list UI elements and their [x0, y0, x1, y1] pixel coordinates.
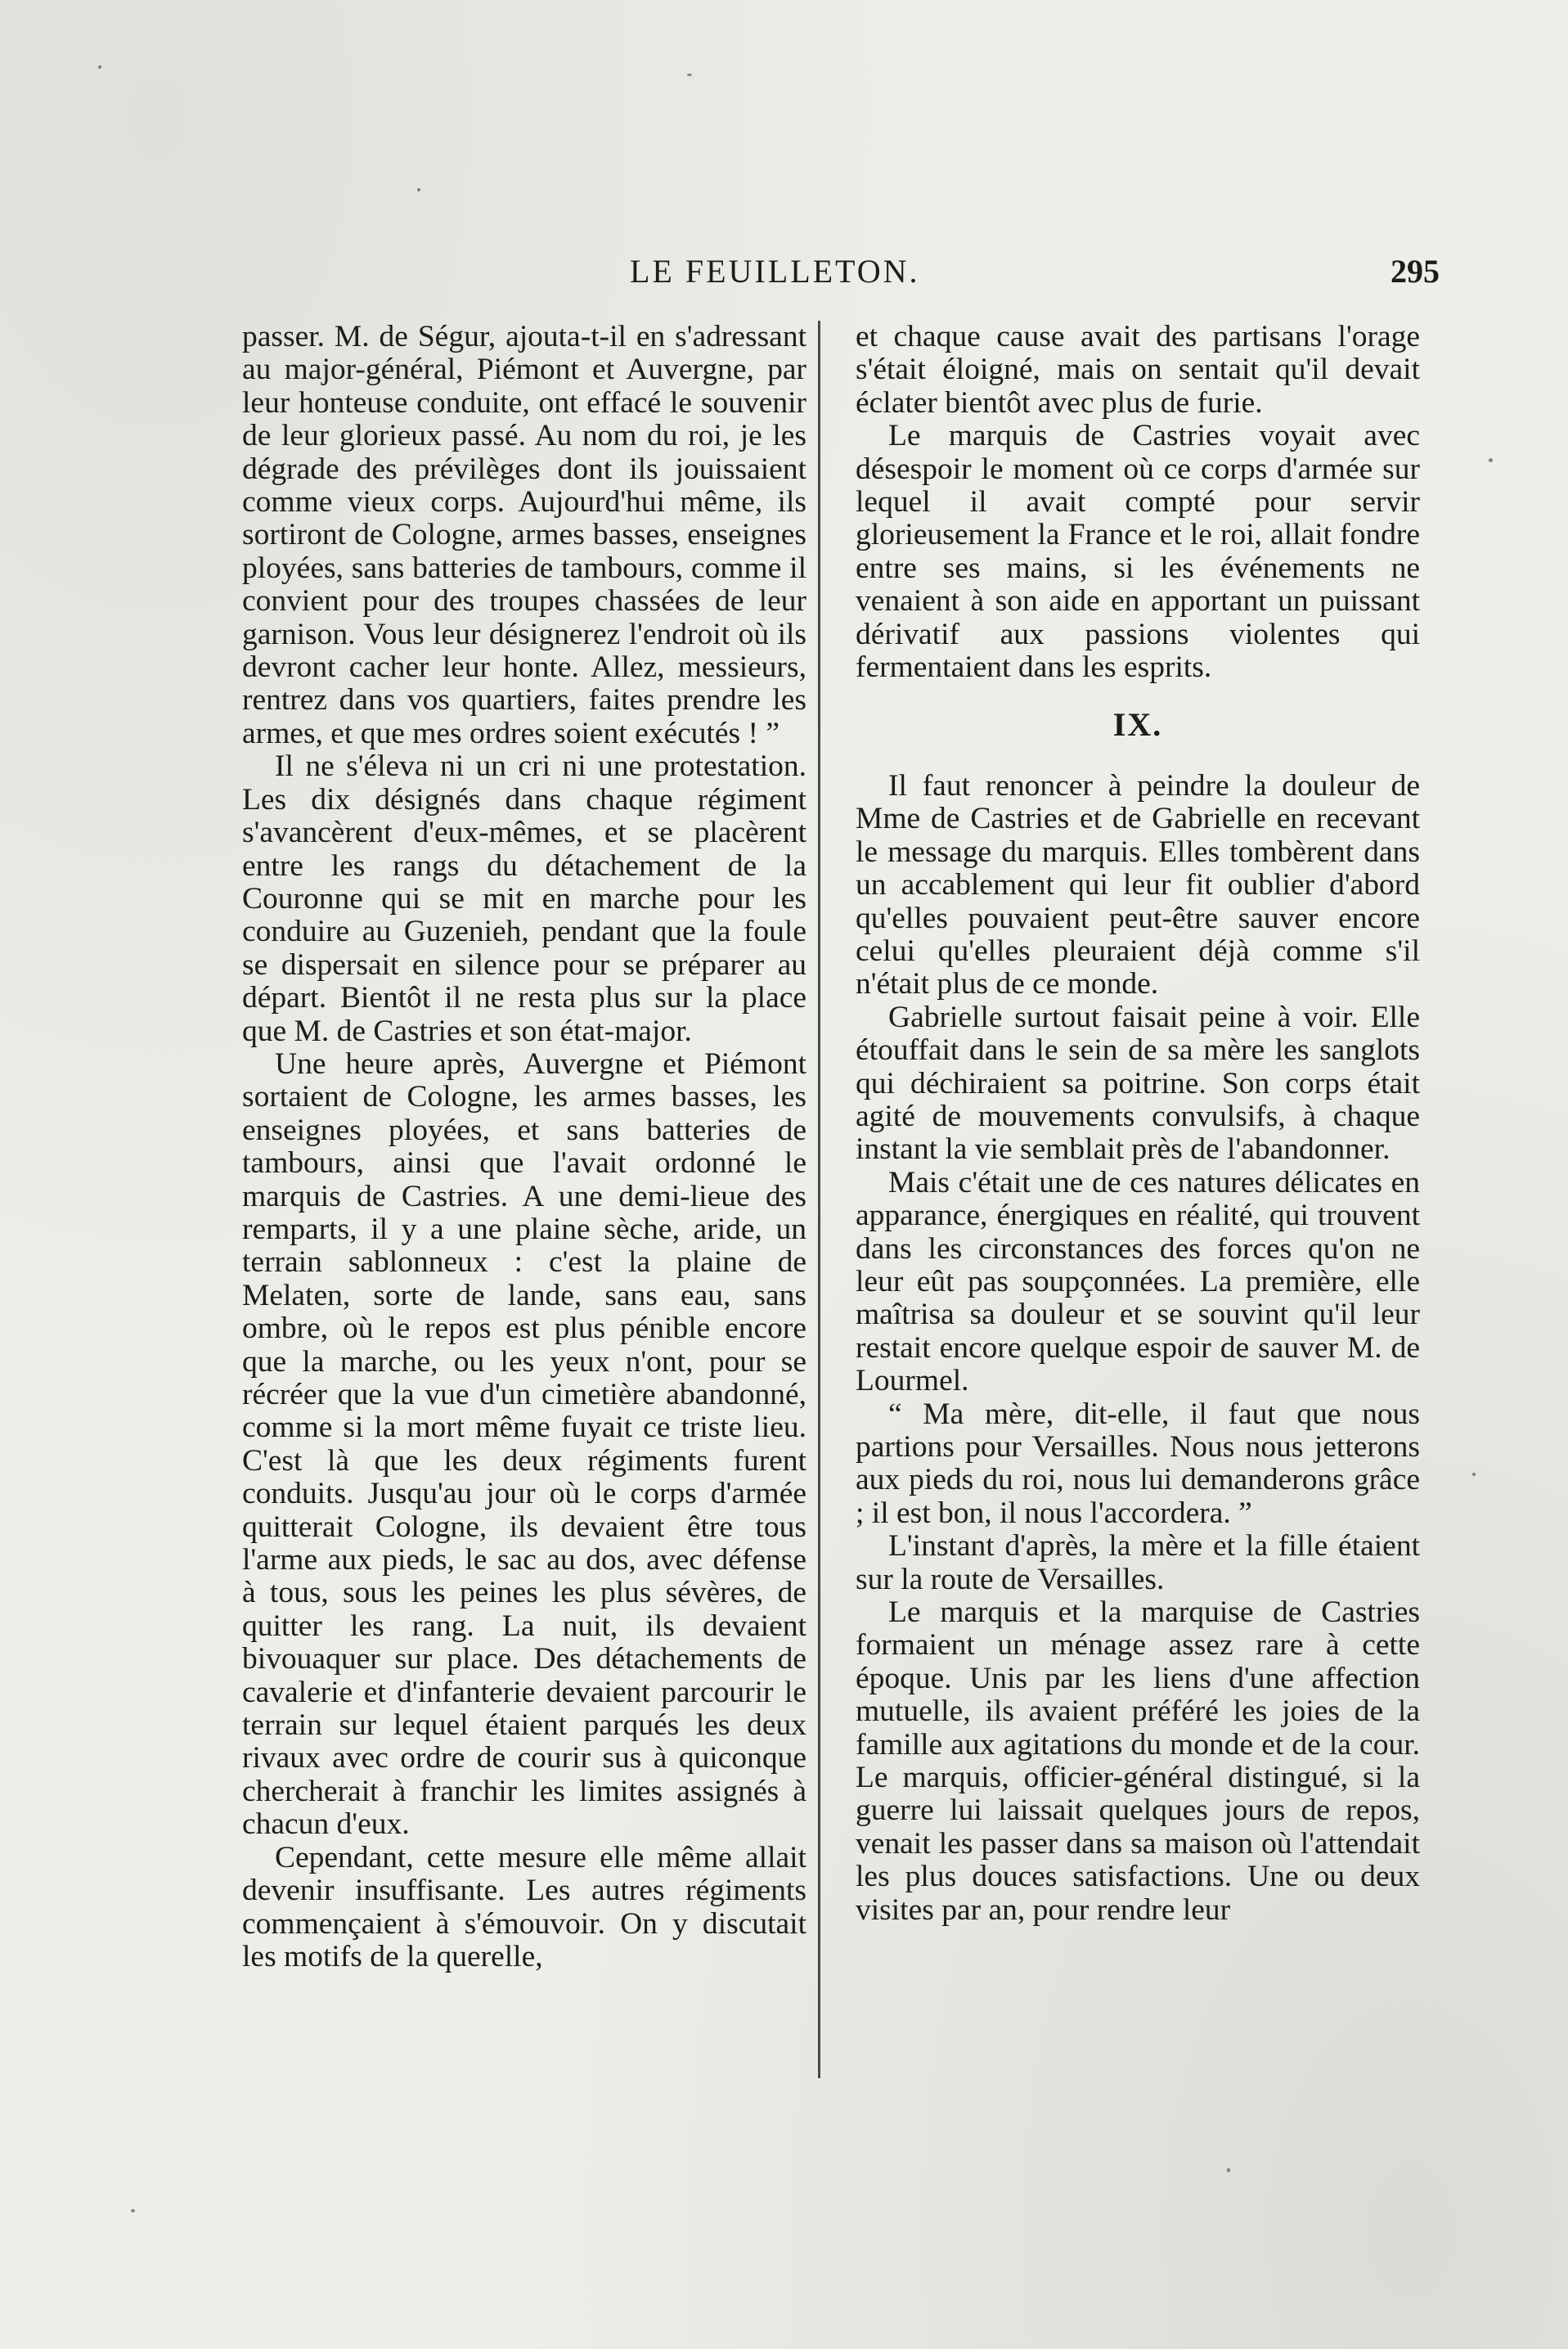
paragraph: et chaque cause avait des partisans l'orage s'était éloigné, mais on sentait qu'il devait éclater bientôt avec plus de furie. [856, 320, 1420, 420]
paragraph: L'instant d'après, la mère et la fille étaient sur la route de Versailles. [856, 1529, 1420, 1596]
page-header [245, 252, 1440, 301]
scan-speck [687, 74, 692, 76]
scan-speck [131, 2209, 135, 2212]
column-divider [818, 321, 820, 2078]
paragraph: Cependant, cette mesure elle même allait devenir insuffisante. Les autres régiments commençaient à s'émouvoir. On y discutait les motifs de la querelle, [242, 1840, 806, 1973]
scan-speck [417, 188, 420, 191]
paragraph: Le marquis et la marquise de Castries formaient un ménage assez rare à cette époque. Unis par les liens d'une affection mutuelle, ils avaient préféré les joies de la famille aux agitations du monde et de la cour. Le marquis, officier-général distingué, si la guerre lui laissait quelques jours de repos, venait les passer dans sa maison où l'attendait les plus douces satisfactions. Une ou deux visites par an, pour rendre leur [856, 1595, 1420, 1927]
paragraph: Une heure après, Auvergne et Piémont sortaient de Cologne, les armes basses, les enseignes ployées, et sans batteries de tambours, ainsi que l'avait ordonné le marquis de Castries. A une demi-lieue des remparts, il y a une plaine sèche, aride, un terrain sablonneux : c'est la plaine de Melaten, sorte de lande, sans eau, sans ombre, où le repos est plus pénible encore que la marche, ou les yeux n'ont, pour se récréer que la vue d'un cimetière abandonné, comme si la mort même fuyait ce triste lieu. C'est là que les deux régiments furent conduits. Jusqu'au jour où le corps d'armée quitterait Cologne, ils devaient être tous l'arme aux pieds, le sac au dos, avec défense à tous, sous les peines les plus sévères, de quitter les rang. La nuit, ils devaient bivouaquer sur place. Des détachements de cavalerie et d'infanterie devaient parcourir le terrain sur lequel étaient parqués les deux rivaux avec ordre de courir sus à quiconque chercherait à franchir les limites assignés à chacun d'eux. [242, 1046, 806, 1842]
running-title: LE FEUILLETON. [630, 253, 920, 290]
scan-speck [1472, 1473, 1476, 1476]
paragraph: Mais c'était une de ces natures délicates en apparance, énergiques en réalité, qui trouvent dans les circonstances des forces qu'on ne leur eût pas soupçonnées. La première, elle maîtrisa sa douleur et se souvint qu'il leur restait encore quelque espoir de sauver M. de Lourmel. [856, 1165, 1420, 1398]
page-number: 295 [1391, 253, 1440, 290]
left-column [242, 321, 806, 1973]
paragraph: passer. M. de Ségur, ajouta-t-il en s'adressant au major-général, Piémont et Auvergne, par leur honteuse conduite, ont effacé le souvenir de leur glorieux passé. Au nom du roi, je les dégrade des prévilèges dont ils jouissaient comme vieux corps. Aujourd'hui même, ils sortiront de Cologne, armes basses, enseignes ployées, sans batteries de tambours, comme il convient pour des troupes chassées de leur garnison. Vous leur désignerez l'endroit où ils devront cacher leur honte. Allez, messieurs, rentrez dans vos quartiers, faites prendre les armes, et que mes ordres soient exécutés ! ” [242, 320, 806, 750]
paragraph: Il ne s'éleva ni un cri ni une protestation. Les dix désignés dans chaque régiment s'avancèrent d'eux-mêmes, et se placèrent entre les rangs du détachement de la Couronne qui se mit en marche pour les conduire au Guzenieh, pendant que la foule se dispersait en silence pour se préparer au départ. Bientôt il ne resta plus sur la place que M. de Castries et son état-major. [242, 749, 806, 1048]
section-heading: IX. [1112, 706, 1163, 744]
scan-speck [1489, 458, 1493, 462]
paragraph: Le marquis de Castries voyait avec désespoir le moment où ce corps d'armée sur lequel il avait compté pour servir glorieusement la France et le roi, allait fondre entre ses mains, si les événements ne venaient à son aide en apportant un puissant dérivatif aux passions violentes qui fermentaient dans les esprits. [856, 419, 1420, 685]
scan-speck [1227, 2168, 1230, 2172]
paragraph: Gabrielle surtout faisait peine à voir. Elle étouffait dans le sein de sa mère les sanglots qui déchiraient sa poitrine. Son corps était agité de mouvements convulsifs, à chaque instant la vie semblait près de l'abandonner. [856, 1000, 1420, 1167]
paragraph: Il faut renoncer à peindre la douleur de Mme de Castries et de Gabrielle en recevant le message du marquis. Elles tombèrent dans un accablement qui leur fit oublier d'abord qu'elles pouvaient peut-être sauver encore celui qu'elles pleuraient déjà comme s'il n'était plus de ce monde. [856, 768, 1420, 1001]
right-column [856, 321, 1420, 1927]
paragraph: “ Ma mère, dit-elle, il faut que nous partions pour Versailles. Nous nous jetterons aux pieds du roi, nous lui demanderons grâce ; il est bon, il nous l'accordera. ” [856, 1397, 1420, 1530]
scan-speck [98, 65, 101, 69]
